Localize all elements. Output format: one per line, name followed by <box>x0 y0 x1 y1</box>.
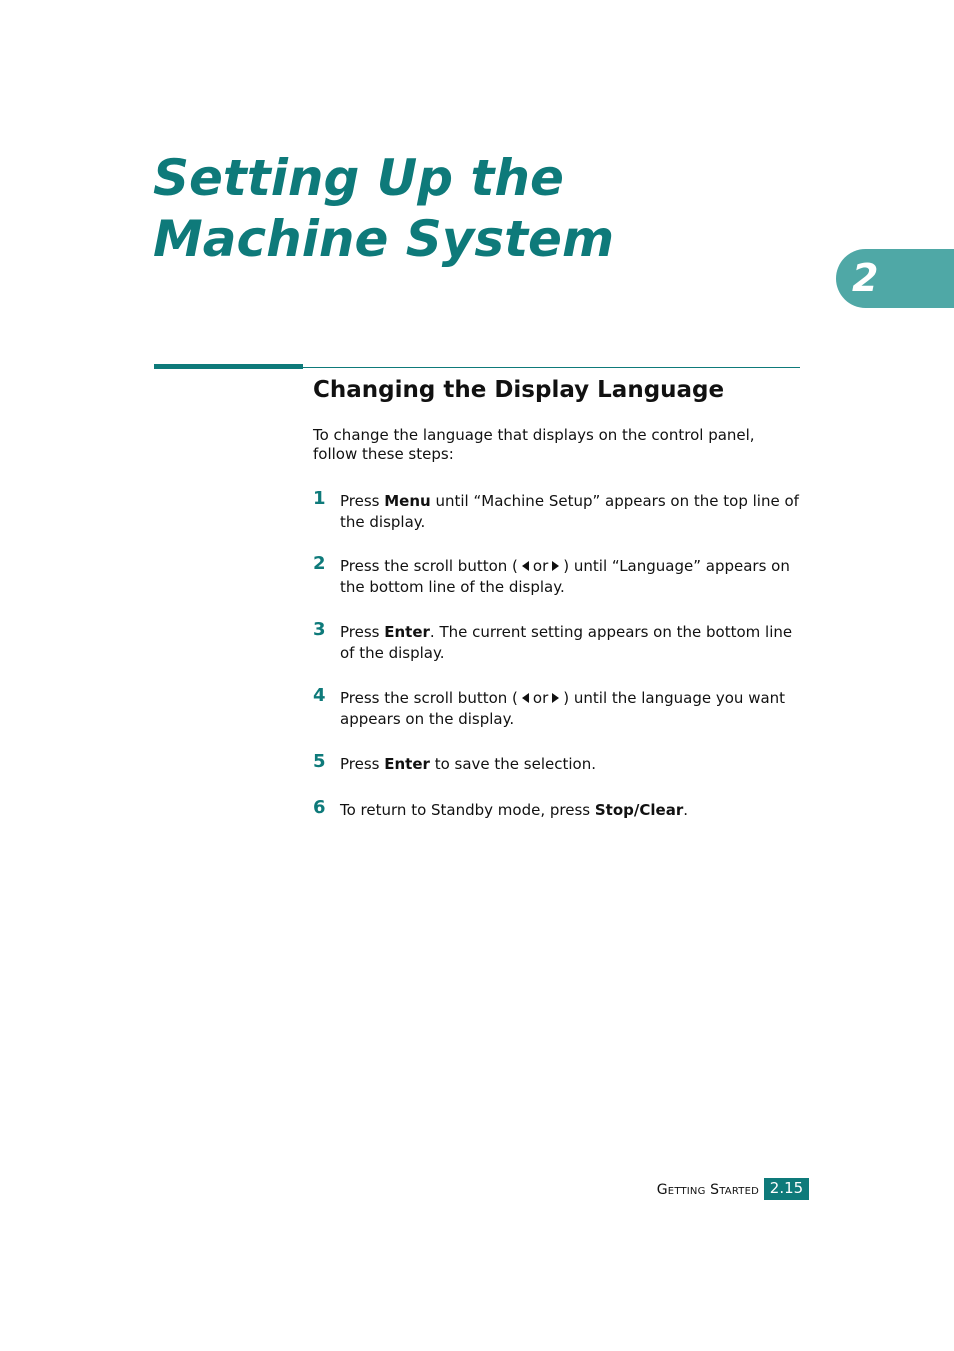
enter-button-name: Enter <box>384 623 430 641</box>
page-number: 2.15 <box>764 1178 809 1200</box>
step-number: 1 <box>313 488 326 509</box>
right-arrow-icon <box>552 693 559 703</box>
step-text-part: Press <box>340 755 385 773</box>
step-text-part: or <box>532 557 549 575</box>
step-text-part: Press the scroll button ( <box>340 689 518 707</box>
section-heading: Changing the Display Language <box>313 377 725 403</box>
step-text-part: To return to Standby mode, press <box>340 801 595 819</box>
step-text <box>340 556 800 597</box>
stop-clear-button-name: Stop/Clear <box>594 801 684 819</box>
step-text-part: . The current setting appears on the bottom line of the display. <box>340 623 793 662</box>
step-number: 4 <box>313 685 326 706</box>
step-6 <box>313 797 803 821</box>
step-text-part: Press <box>340 623 385 641</box>
step-2 <box>313 553 803 597</box>
step-number: 3 <box>313 619 326 640</box>
right-arrow-icon <box>552 561 559 571</box>
step-text-part: Press <box>340 492 385 510</box>
step-text <box>340 688 800 729</box>
step-number: 5 <box>313 751 326 772</box>
step-4 <box>313 685 803 729</box>
page-footer <box>560 1178 809 1200</box>
step-text-part: Press the scroll button ( <box>340 557 518 575</box>
step-number: 6 <box>313 797 326 818</box>
section-rule-thick <box>154 364 303 369</box>
chapter-tab-number: 2 <box>852 256 879 300</box>
intro-paragraph: To change the language that displays on the control panel, follow these steps: <box>313 426 755 463</box>
left-arrow-icon <box>522 561 529 571</box>
step-text <box>340 754 800 775</box>
step-number: 2 <box>313 553 326 574</box>
step-text-part: . <box>683 801 688 819</box>
chapter-title: Setting Up the Machine System <box>153 149 615 268</box>
step-text <box>340 622 800 663</box>
step-text-part: to save the selection. <box>429 755 596 773</box>
step-text-part: ) until “Language” appears on the bottom line of the display. <box>340 557 790 596</box>
step-3 <box>313 619 803 663</box>
menu-button-name: Menu <box>384 492 431 510</box>
section-rule-thin <box>303 367 800 368</box>
step-text <box>340 800 800 821</box>
step-text-part: or <box>532 689 549 707</box>
step-text <box>340 491 800 532</box>
enter-button-name: Enter <box>384 755 430 773</box>
step-text-part: until “Machine Setup” appears on the top line of the display. <box>340 492 799 531</box>
step-5 <box>313 751 803 775</box>
chapter-tab <box>836 249 954 308</box>
step-text-part: ) until the language you want appears on the display. <box>340 689 786 728</box>
step-1 <box>313 488 803 532</box>
footer-section-name: Getting Started <box>656 1182 759 1198</box>
left-arrow-icon <box>522 693 529 703</box>
